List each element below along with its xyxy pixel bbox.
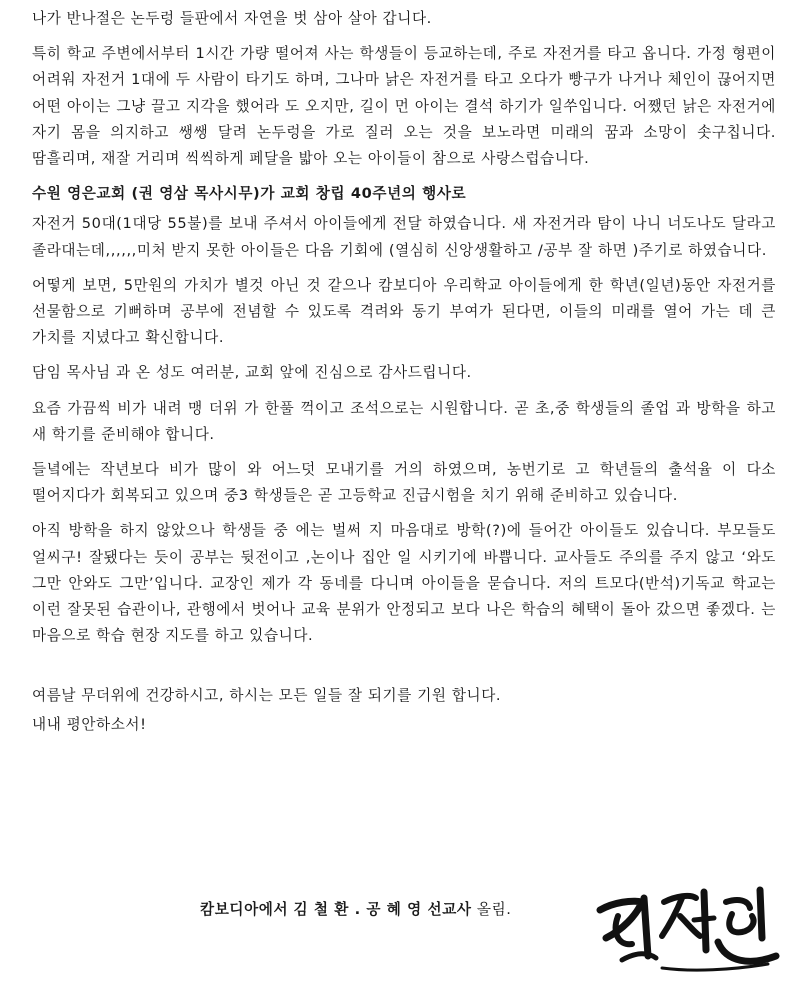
paragraph-weather: 요즘 가끔씩 비가 내려 맹 더위 가 한풀 꺽이고 조석으로는 시원합니다. 곧 초,중 학생들의 졸업 과 방학을 하고 새 학기를 준비해야 합니다. [32, 399, 776, 443]
paragraph-bicycles-delivered: 자전거 50대(1대당 55불)를 보내 주셔서 아이들에게 전달 하였습니다. 새 자전거라 탐이 나니 너도나도 달라고 졸라대는데,,,,,,미처 받지 못한 아이들은 다음 기회에 (열심히 신앙생활하고 /공부 잘 하면 )주기로 하였습니다. [32, 215, 776, 259]
paragraph-farming: 들녘에는 작년보다 비가 많이 와 어느덧 모내기를 거의 하였으며, 농번기로 고 학년들의 출석율 이 다소 떨어지다가 회복되고 있으며 중3 학생들은 곧 고등학교 진급시험을 치기 위해 준비하고 있습니다. [32, 461, 776, 505]
paragraph-value: 어떻게 보면, 5만원의 가치가 별것 아닌 것 같으나 캄보디아 우리학교 아이들에게 한 학년(일년)동안 자전거를 선물함으로 기뻐하며 공부에 전념할 수 있도록 격려와 동기 부여가 된다면, 이들의 미래를 열어 가는 데 큰 가치를 지녔다고 확신합니다. [32, 276, 776, 347]
signature-line [200, 898, 512, 919]
paragraph-peace: 내내 평안하소서! [32, 715, 147, 733]
closing-word: 올림. [476, 901, 512, 918]
paragraph-bicycles-commute: 특히 학교 주변에서부터 1시간 가량 떨어져 사는 학생들이 등교하는데, 주로 자전거를 타고 옵니다. 가정 형편이 어려워 자전거 1대에 두 사람이 타기도 하며, 그나마 낡은 자전거를 타고 오다가 빵구가 나거나 체인이 끊어지면 어떤 아이는 그냥 끌고 지각을 했어라 도 오지만, 길이 먼 아이는 결석 하기가 일쑤입니다. 어쨌던 낡은 자전거에 자기 몸을 의지하고 쌩쌩 달려 논두렁을 가로 질러 오는 것을 보노라면 미래의 꿈과 소망이 솟구칩니다. 땀흘리며, 재잘 거리며 씩씩하게 페달을 밟아 오는 아이들이 참으로 사랑스럽습니다. [32, 45, 776, 168]
paragraph-church-gift-heading: 수원 영은교회 (권 영삼 목사시무)가 교회 창립 40주년의 행사로 [32, 185, 467, 203]
sender-names: 김 철 환 . 공 혜 영 선교사 [293, 901, 472, 918]
paragraph-thanks: 담임 목사님 과 온 성도 여러분, 교회 앞에 진심으로 감사드립니다. [32, 364, 472, 382]
handwritten-signature [592, 872, 782, 982]
paragraph-blessing: 여름날 무더위에 건강하시고, 하시는 모든 일들 잘 되기를 기원 합니다. [32, 687, 502, 705]
paragraph-vacation: 아직 방학을 하지 않았으나 학생들 중 에는 벌써 지 마음대로 방학(?)에 들어간 아이들도 있습니다. 부모들도 얼씨구! 잘됐다는 듯이 공부는 뒷전이고 ,논이나 집안 일 시키기에 바쁩니다. 교사들도 주의를 주지 않고 ‘와도 그만 안와도 그만’입니다. 교장인 제가 각 동네를 다니며 아이들을 묻습니다. 저의 트모다(반석)기독교 학교는 이런 잘못된 습관이나, 관행에서 벗어나 교육 분위가 안정되고 보다 나은 학습의 혜택이 돌아 갔으면 좋겠다. 는 마음으로 학습 현장 지도를 하고 있습니다. [32, 522, 776, 645]
paragraph-intro: 나가 반나절은 논두렁 들판에서 자연을 벗 삼아 살아 갑니다. [32, 10, 432, 27]
sender-location: 캄보디아에서 [200, 901, 289, 918]
letter-body [32, 6, 776, 740]
